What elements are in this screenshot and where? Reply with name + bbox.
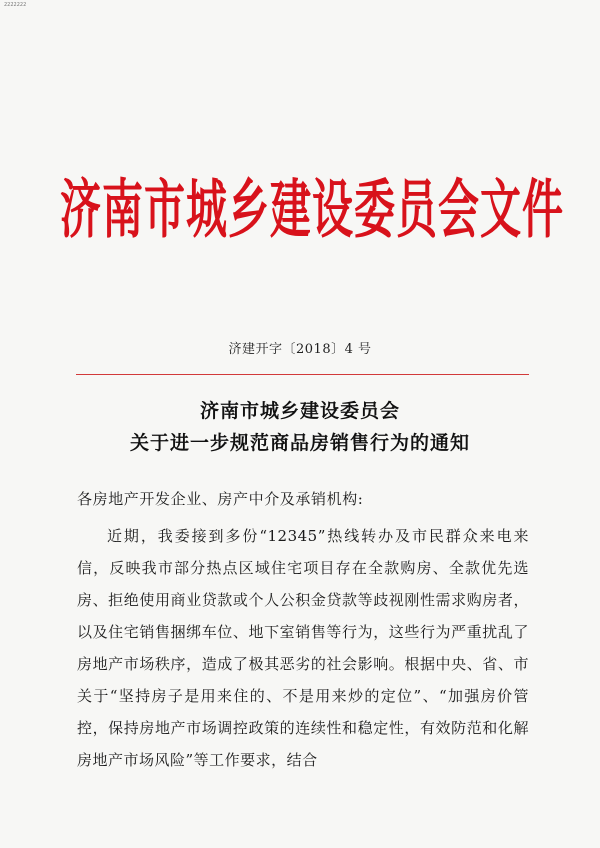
salutation: 各房地产开发企业、房产中介及承销机构: (77, 490, 364, 508)
corner-mark: 2222222 (4, 2, 27, 8)
document-number: 济建开字〔2018〕4 号 (228, 342, 372, 357)
issuer-header-title: 济南市城乡建设委员会文件 (60, 172, 564, 248)
notice-title-line-1: 济南市城乡建设委员会 (199, 400, 400, 422)
notice-title-line-2: 关于进一步规范商品房销售行为的通知 (129, 432, 470, 454)
red-divider-line (76, 374, 529, 375)
body-paragraph: 近期，我委接到多份“12345”热线转办及市民群众来电来信，反映我市部分热点区域住宅项目存在全款购房、全款优先选房、拒绝使用商业贷款或个人公积金贷款等歧视刚性需求购房者，以及住宅销售捆绑车位、地下室销售等行为，这些行为严重扰乱了房地产市场秩序，造成了极其恶劣的社会影响。根据中央、省、市关于“坚持房子是用来住的、不是用来炒的定位”、“加强房价管控，保持房地产市场调控政策的连续性和稳定性，有效防范和化解房地产市场风险”等工作要求，结合 (77, 527, 529, 769)
